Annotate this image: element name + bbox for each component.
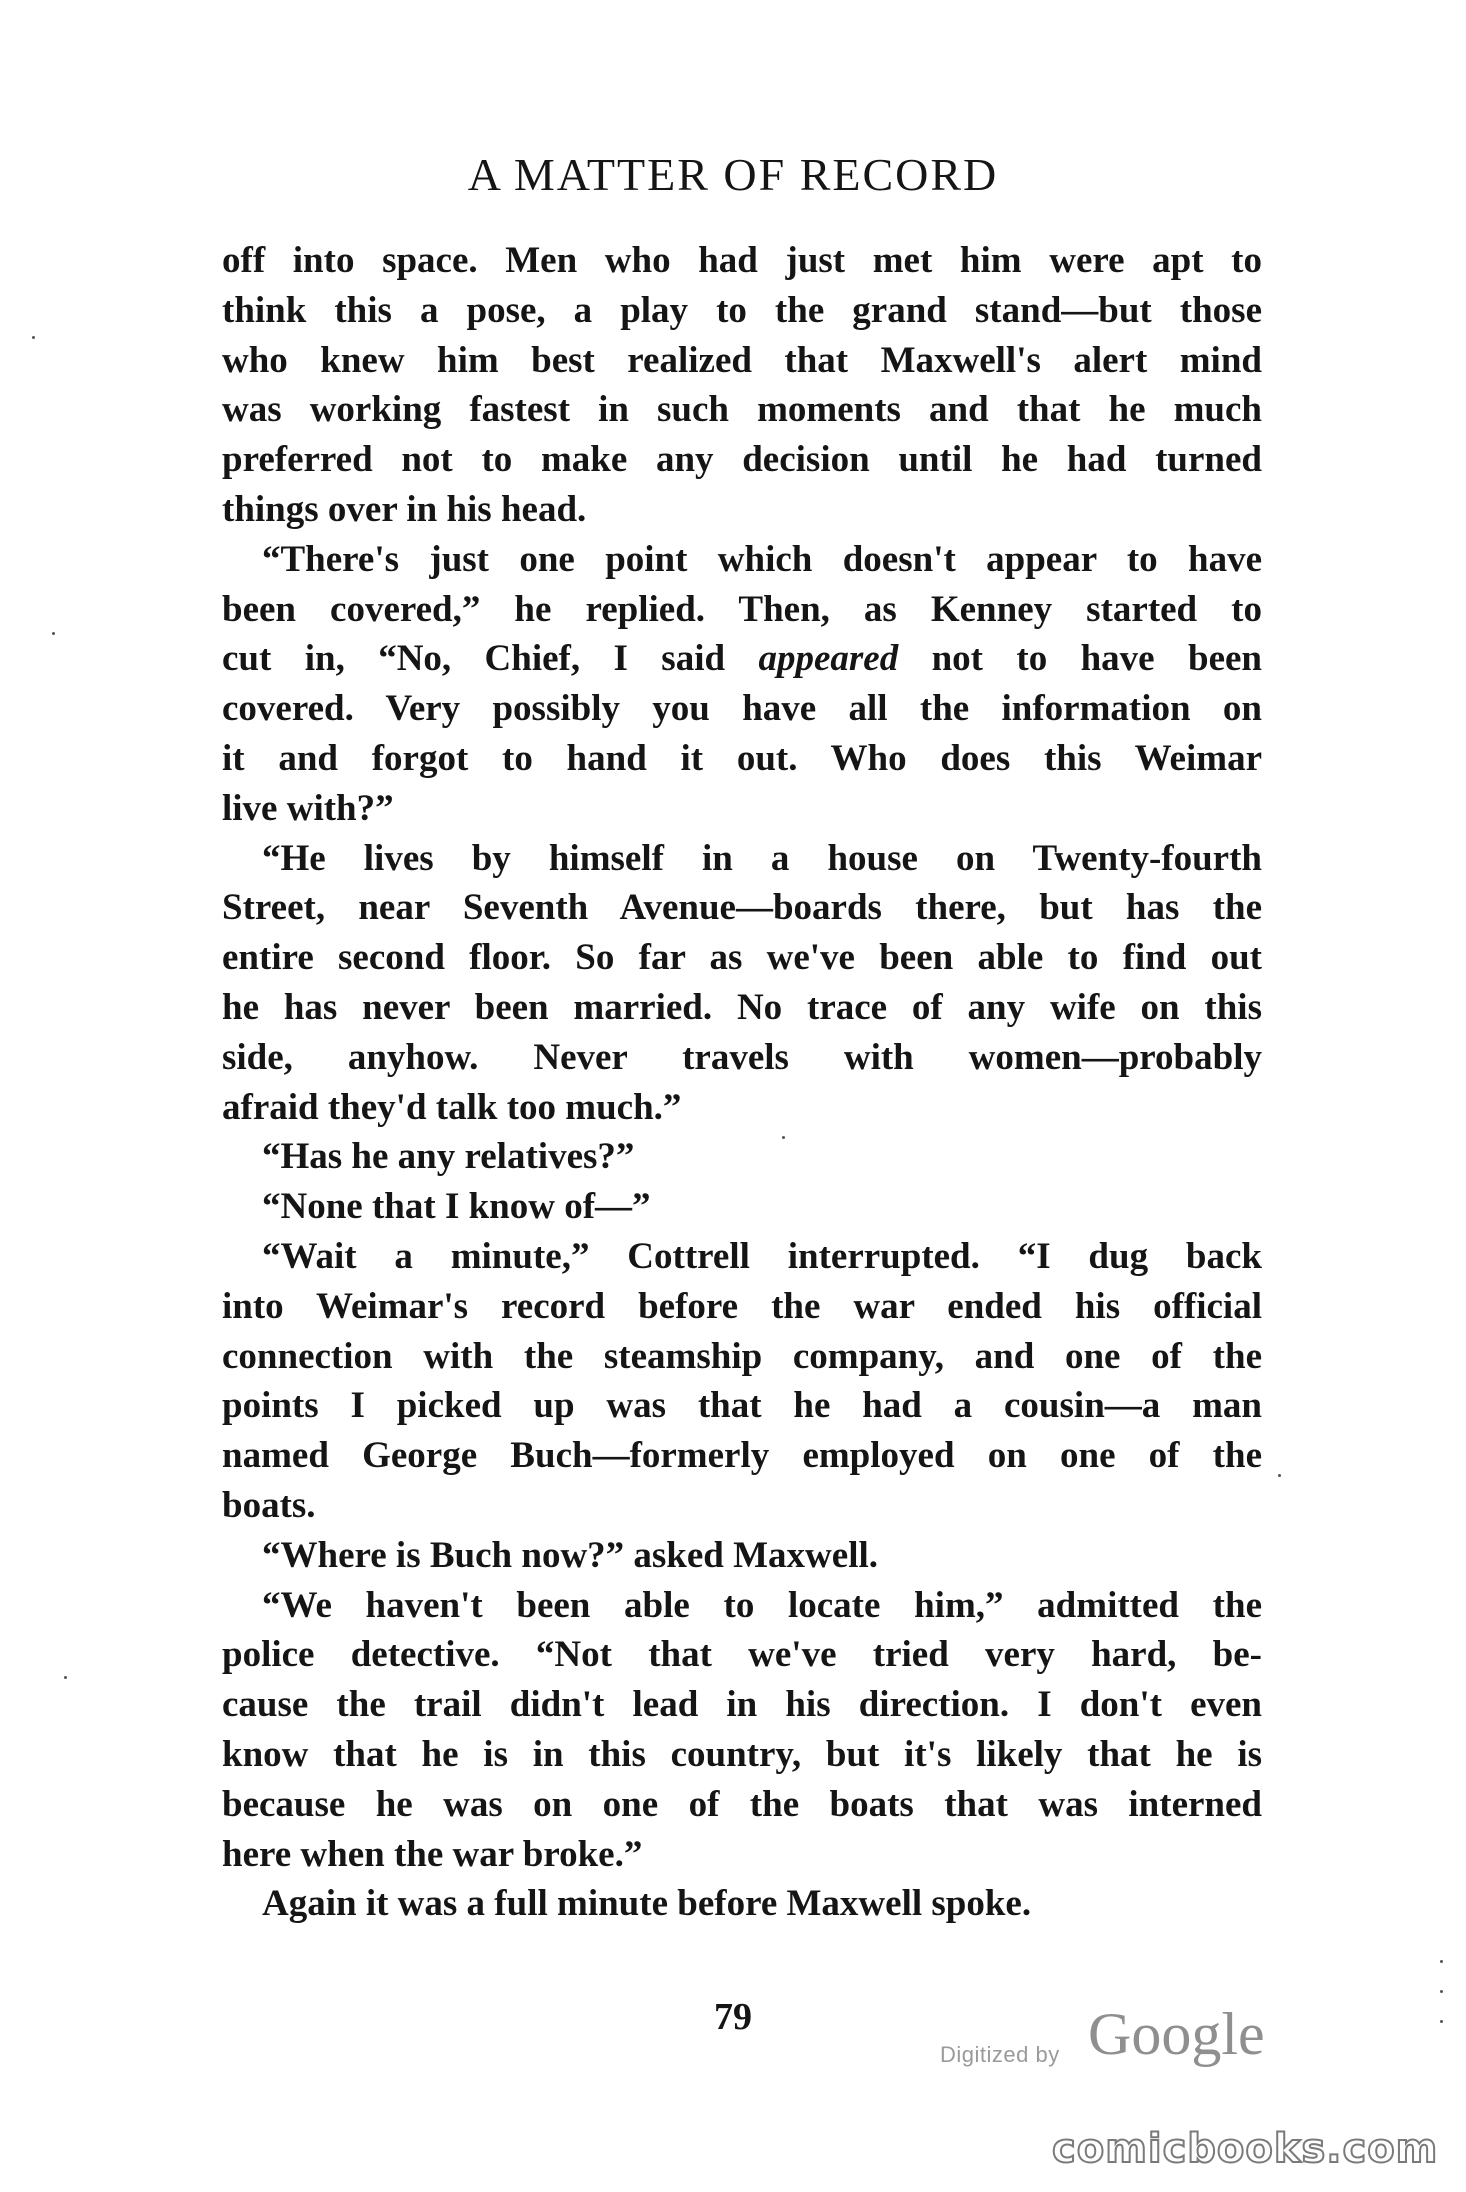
scan-speck <box>1278 1474 1281 1477</box>
text-line: side, anyhow. Never travels with women—probably <box>222 1036 1262 1078</box>
running-header: A MATTER OF RECORD <box>467 149 999 200</box>
text-line: he has never been married. No trace of any wife on this <box>222 986 1262 1028</box>
text-line: boats. <box>222 1484 316 1526</box>
text-line: “Wait a minute,” Cottrell interrupted. “I dug back <box>262 1235 1262 1277</box>
text-line: Again it was a full minute before Maxwell spoke. <box>262 1883 1032 1925</box>
text-line: into Weimar's record before the war ended his official <box>222 1285 1262 1327</box>
italic-word: appeared <box>758 638 899 680</box>
scan-speck <box>1440 1990 1443 1993</box>
text-line: named George Buch—formerly employed on one of the <box>222 1435 1262 1477</box>
text-line: who knew him best realized that Maxwell's alert mind <box>222 339 1262 381</box>
text-line: Street, near Seventh Avenue—boards there, but has the <box>222 887 1262 929</box>
text-line: “Has he any relatives?” <box>262 1136 635 1178</box>
digitized-label: Digitized by <box>940 2042 1060 2067</box>
text-line: live with?” <box>222 787 394 829</box>
text-line: “We haven't been able to locate him,” admitted the <box>262 1584 1262 1626</box>
watermark: comicbooks.com <box>1052 2126 1439 2172</box>
text-line: “Where is Buch now?” asked Maxwell. <box>262 1534 879 1576</box>
google-logo: Google <box>1088 2001 1265 2067</box>
text-line: off into space. Men who had just met him were apt to <box>222 240 1262 281</box>
text-line: been covered,” he replied. Then, as Kenney started to <box>222 588 1262 630</box>
page-number: 79 <box>714 1996 752 2038</box>
text-line: points I picked up was that he had a cousin—a man <box>222 1385 1262 1427</box>
text-line: know that he is in this country, but it's likely that he is <box>222 1733 1262 1775</box>
scan-speck <box>32 336 35 339</box>
text-line: covered. Very possibly you have all the information on <box>222 688 1262 730</box>
scan-speck <box>782 1136 785 1139</box>
scan-speck <box>64 1676 67 1679</box>
text-line: things over in his head. <box>222 488 587 530</box>
text-line: cause the trail didn't lead in his direction. I don't even <box>222 1684 1262 1726</box>
text-line: preferred not to make any decision until he had turned <box>222 439 1262 481</box>
text-line: “There's just one point which doesn't appear to have <box>262 538 1262 580</box>
text-line: afraid they'd talk too much.” <box>222 1086 682 1128</box>
text-line <box>222 634 1262 684</box>
digitized-by-google-mark <box>940 2000 1300 2100</box>
text-line: because he was on one of the boats that was interned <box>222 1783 1262 1825</box>
text-line: think this a pose, a play to the grand stand—but those <box>222 289 1262 331</box>
scan-speck <box>1440 1960 1443 1963</box>
text-line: “He lives by himself in a house on Twenty-fourth <box>262 837 1262 879</box>
scan-speck <box>1440 2020 1443 2023</box>
body-text <box>222 236 1262 1929</box>
text-line: here when the war broke.” <box>222 1833 643 1875</box>
text-line: police detective. “Not that we've tried very hard, be- <box>222 1634 1262 1676</box>
scan-speck <box>52 632 55 635</box>
text-line: “None that I know of—” <box>262 1186 651 1228</box>
text-line: was working fastest in such moments and that he much <box>222 389 1262 431</box>
text-line: entire second floor. So far as we've been able to find out <box>222 937 1262 979</box>
text-line: it and forgot to hand it out. Who does this Weimar <box>222 737 1262 779</box>
text-segment: cut in, “No, Chief, I said <box>222 638 726 680</box>
text-segment: not to have been <box>931 638 1262 680</box>
text-line: connection with the steamship company, and one of the <box>222 1335 1262 1377</box>
